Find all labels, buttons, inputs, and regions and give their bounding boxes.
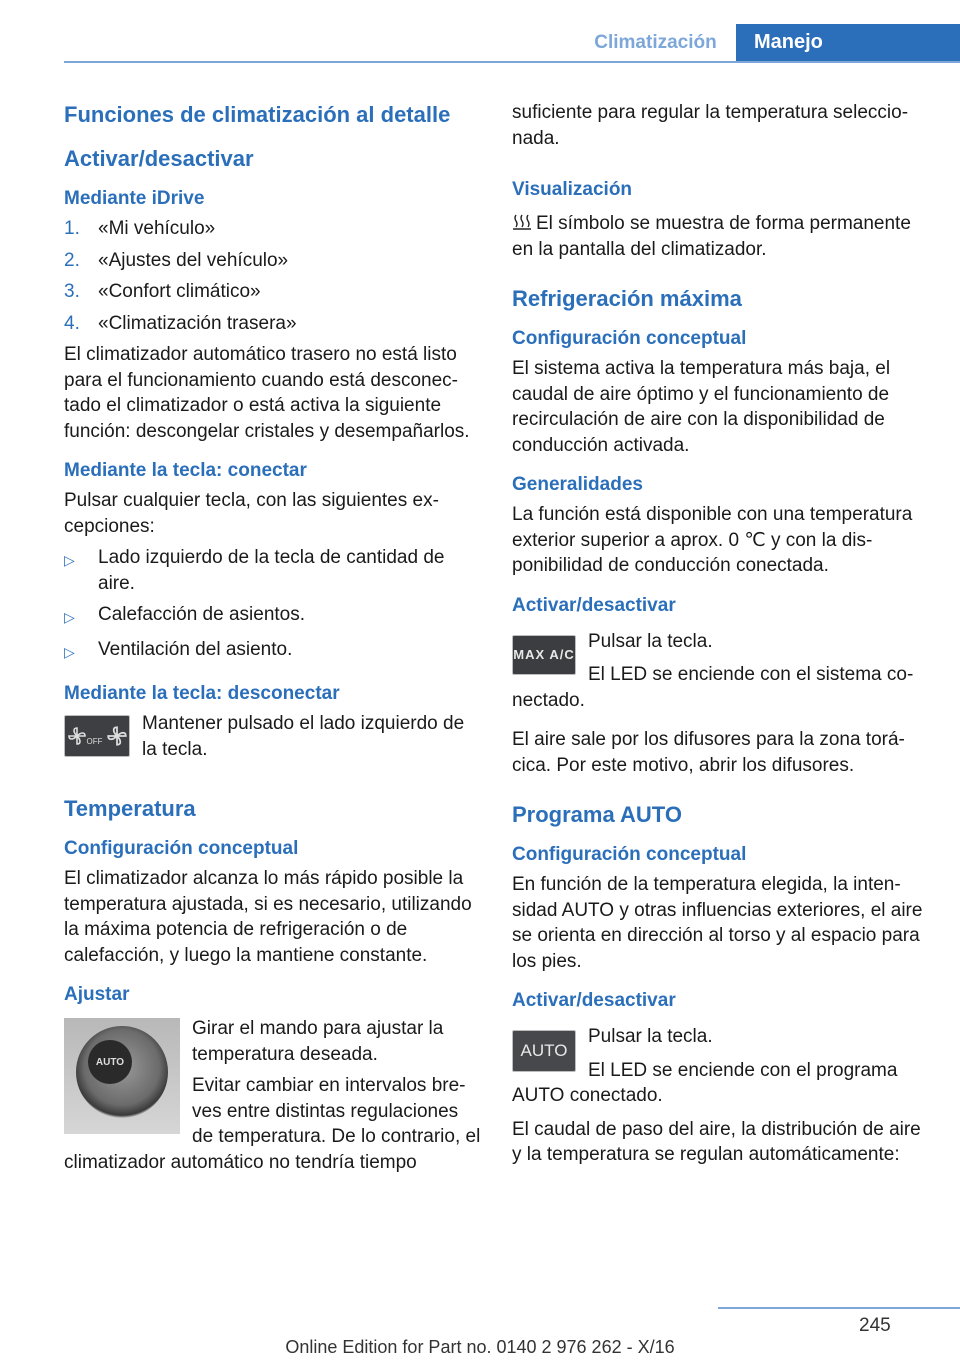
step-number: 3.: [64, 281, 80, 302]
visualizacion-text: El símbolo se muestra de forma permanente en la pantalla del climatizador.: [512, 213, 911, 260]
refrigeracion-concepto-text: El sistema activa la temperatura más baja, el caudal de aire óptimo y el funcionamiento de recirculación de aire con la disponibilidad de conducción activada.: [512, 358, 891, 456]
refrigeracion-concepto-heading: Configuración conceptual: [512, 328, 747, 349]
header-section-tab: Climatización: [575, 24, 736, 61]
conectar-heading: Mediante la tecla: conectar: [64, 460, 307, 481]
temperatura-concepto-heading: Configuración conceptual: [64, 838, 299, 859]
list-item: [64, 311, 482, 337]
step-number: 1.: [64, 218, 80, 239]
edition-footer: Online Edition for Part no. 0140 2 976 262 - X/16: [285, 1337, 675, 1357]
page-number: 245: [859, 1315, 891, 1336]
programa-auto-heading: Programa AUTO: [512, 802, 682, 827]
left-column: [64, 100, 482, 1189]
list-item: [64, 279, 482, 305]
step-number: 4.: [64, 312, 80, 334]
refrigeracion-activar-heading: Activar/desactivar: [512, 594, 676, 616]
idrive-note: El climatizador automático trasero no está listo para el funcionamiento cuando está desconectado el climatizador o está activa la siguiente función: descongelar cristales y desempañarlos.: [64, 344, 470, 442]
header-chapter-tab: Manejo: [736, 24, 960, 61]
max-ac-led: El LED se enciende con el sistema conectado.: [512, 664, 914, 711]
list-item: [64, 248, 482, 274]
bullet-text: Lado izquierdo de la tecla de cantidad de aire.: [98, 547, 445, 594]
auto-caudal-text: El caudal de paso del aire, la distribución de aire y la temperatura se regulan automáticamente:: [512, 1118, 921, 1165]
visualizacion-paragraph: [512, 211, 932, 262]
step-text: «Ajustes del vehículo»: [98, 249, 289, 271]
conectar-bullets: [64, 545, 482, 665]
bullet-text: Ventilación del asiento.: [98, 638, 293, 660]
auto-concepto-heading: Configuración conceptual: [512, 844, 747, 865]
bullet-text: Calefacción de asientos.: [98, 604, 306, 625]
max-ac-block: [512, 629, 932, 728]
list-item: [64, 545, 482, 596]
generalidades-text: La función está disponible con una temperatura exterior superior a aprox. 0 ℃ y con la disponibilidad de conducción conectada.: [512, 504, 913, 576]
desconectar-heading: Mediante la tecla: desconectar: [64, 683, 340, 704]
list-item: [64, 602, 482, 631]
max-ac-key-image: MAX A/C: [512, 635, 576, 675]
ajustar-block: [64, 1016, 482, 1175]
max-ac-aire-text: El aire sale por los difusores para la zona torácica. Por este motivo, abrir los difusores.: [512, 729, 905, 776]
fan-off-icon: OFF: [67, 726, 103, 746]
fan-off-key-image: [64, 715, 130, 757]
auto-led: El LED se enciende con el programa AUTO conectado.: [512, 1059, 898, 1106]
knob-auto-label: AUTO: [88, 1040, 132, 1084]
auto-pulsar: Pulsar la tecla.: [588, 1026, 713, 1047]
visualizacion-heading: Visualización: [512, 179, 633, 200]
list-item: [64, 637, 482, 666]
conectar-text: Pulsar cualquier tecla, con las siguientes excepciones:: [64, 490, 439, 537]
max-ac-pulsar: Pulsar la tecla.: [588, 630, 713, 652]
fan-icon: [106, 725, 128, 747]
list-item: [64, 216, 482, 242]
auto-activar-heading: Activar/desactivar: [512, 990, 676, 1011]
temperatura-heading: Temperatura: [64, 796, 196, 821]
step-text: «Mi vehículo»: [98, 218, 216, 239]
auto-concepto-text: En función de la temperatura elegida, la intensidad AUTO y otras influencias exteriores, el aire se orienta en dirección al torso y al espacio para los pies.: [512, 874, 923, 972]
triangle-bullet-icon: ▷: [64, 609, 75, 625]
continued-text: suficiente para regular la temperatura seleccionada.: [512, 102, 909, 149]
ajustar-heading: Ajustar: [64, 984, 130, 1005]
temperature-knob-image: [64, 1018, 180, 1134]
activar-heading: Activar/desactivar: [64, 146, 254, 171]
desconectar-block: [64, 711, 482, 776]
page-title: Funciones de climatización al detalle: [64, 102, 451, 127]
auto-block: [512, 1024, 932, 1117]
step-text: «Confort climático»: [98, 281, 261, 302]
triangle-bullet-icon: ▷: [64, 552, 75, 568]
ajustar-text-1: Girar el mando para ajustar la temperatura deseada.: [192, 1018, 444, 1065]
footer-rule: [718, 1307, 960, 1309]
refrigeracion-heading: Refrigeración máxima: [512, 286, 742, 311]
idrive-heading: Mediante iDrive: [64, 188, 205, 209]
auto-key-image: AUTO: [512, 1030, 576, 1072]
heat-waves-icon: [512, 213, 532, 231]
step-text: «Climatización trasera»: [98, 312, 297, 334]
temperatura-concepto-text: El climatizador alcanza lo más rápido posible la temperatura ajustada, si es necesario, utilizando la máxima potencia de refrigeración o de calefacción, y luego la mantiene constante.: [64, 868, 472, 966]
desconectar-text: Mantener pulsado el lado izquierdo de la tecla.: [142, 713, 465, 760]
right-column: [512, 100, 932, 1182]
step-number: 2.: [64, 249, 80, 271]
ajustar-text-2: Evitar cambiar en intervalos breves entre distintas regulaciones de temperatura. De lo contrario, el climatizador automático no tendría tiempo: [64, 1075, 481, 1173]
triangle-bullet-icon: ▷: [64, 643, 75, 660]
idrive-steps-list: [64, 216, 482, 336]
generalidades-heading: Generalidades: [512, 474, 643, 495]
header-rule: [64, 61, 960, 63]
